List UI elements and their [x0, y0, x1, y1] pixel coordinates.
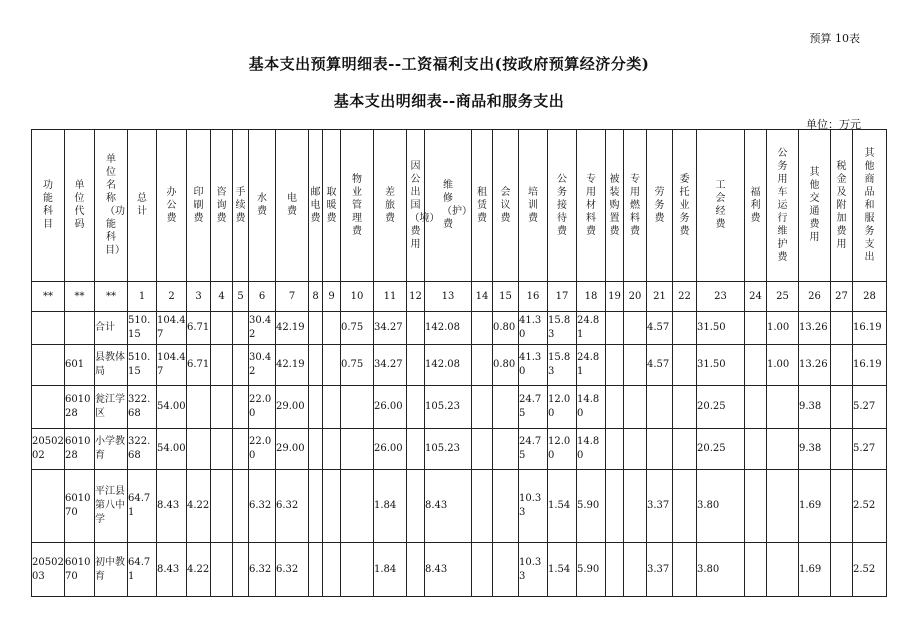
table-cell: 54.00: [157, 429, 187, 470]
table-cell: 22.00: [249, 386, 276, 429]
table-cell: [309, 312, 323, 345]
table-cell: 1.00: [767, 345, 799, 386]
table-cell: 5.27: [853, 429, 887, 470]
table-cell: [211, 345, 233, 386]
table-cell: [211, 312, 233, 345]
column-index-cell: 9: [323, 282, 341, 312]
column-header: [548, 130, 577, 282]
table-row: [32, 429, 887, 470]
table-cell: [647, 429, 673, 470]
column-header-label: 水费: [257, 193, 267, 217]
table-cell: 瓮江学区: [95, 386, 128, 429]
column-header: [606, 130, 624, 282]
table-cell: [647, 386, 673, 429]
table-cell: 3.37: [647, 470, 673, 543]
table-cell: [65, 312, 95, 345]
table-cell: [606, 312, 624, 345]
table-cell: 142.08: [425, 345, 472, 386]
table-cell: [32, 470, 65, 543]
table-cell: [624, 543, 647, 597]
column-header-label: 物业管理费: [352, 173, 362, 237]
table-cell: 12.00: [548, 386, 577, 429]
column-index-cell: 24: [745, 282, 767, 312]
table-cell: 10.33: [519, 470, 548, 543]
table-cell: [407, 429, 425, 470]
table-cell: [673, 312, 697, 345]
column-header: [745, 130, 767, 282]
column-header: [128, 130, 157, 282]
column-index-cell: 28: [853, 282, 887, 312]
column-index-cell: 25: [767, 282, 799, 312]
table-cell: [831, 543, 853, 597]
table-cell: [341, 386, 374, 429]
table-cell: 54.00: [157, 386, 187, 429]
table-cell: 31.50: [697, 345, 745, 386]
table-cell: 142.08: [425, 312, 472, 345]
table-cell: 105.23: [425, 429, 472, 470]
column-header: [799, 130, 831, 282]
column-index-cell: 15: [493, 282, 519, 312]
table-cell: [472, 386, 493, 429]
column-header: [276, 130, 309, 282]
column-index-cell: 19: [606, 282, 624, 312]
table-cell: [472, 429, 493, 470]
table-cell: [624, 386, 647, 429]
table-cell: 合计: [95, 312, 128, 345]
column-header-label: 其他交通费用: [809, 167, 820, 243]
document-label: 预算 10表: [809, 32, 860, 45]
table-cell: 30.42: [249, 345, 276, 386]
table-cell: [606, 543, 624, 597]
table-cell: 15.83: [548, 345, 577, 386]
table-cell: 5.90: [577, 470, 606, 543]
table-cell: [767, 543, 799, 597]
table-cell: 322.68: [128, 386, 157, 429]
column-header-label: 维修（护）费: [442, 180, 472, 230]
table-cell: 16.19: [853, 312, 887, 345]
column-index-cell: 14: [472, 282, 493, 312]
table-cell: 601028: [65, 386, 95, 429]
column-header-label: 会议费: [500, 186, 511, 224]
column-header: [767, 130, 799, 282]
column-index-row: [32, 282, 887, 312]
table-cell: 5.90: [577, 543, 606, 597]
table-cell: [767, 386, 799, 429]
table-cell: [493, 543, 519, 597]
column-header: [95, 130, 128, 282]
table-cell: 64.71: [128, 543, 157, 597]
column-header: [187, 130, 211, 282]
table-cell: [493, 429, 519, 470]
table-cell: 30.42: [249, 312, 276, 345]
column-index-cell: 12: [407, 282, 425, 312]
column-header: [341, 130, 374, 282]
column-header-label: 邮电费: [310, 186, 321, 224]
table-cell: 6.71: [187, 345, 211, 386]
column-header-label: 专用燃料费: [630, 173, 640, 237]
column-index-cell: **: [95, 282, 128, 312]
column-index-cell: 1: [128, 282, 157, 312]
table-cell: 4.22: [187, 543, 211, 597]
table-cell: [831, 312, 853, 345]
table-cell: [407, 312, 425, 345]
column-header-label: 单位代码: [74, 180, 85, 230]
table-cell: [309, 386, 323, 429]
table-cell: [831, 386, 853, 429]
table-cell: [624, 345, 647, 386]
column-index-cell: 7: [276, 282, 309, 312]
table-cell: [745, 312, 767, 345]
table-cell: 9.38: [799, 429, 831, 470]
table-cell: [309, 429, 323, 470]
column-header-label: 单位名称（功能科目）: [105, 154, 125, 256]
table-cell: 104.47: [157, 345, 187, 386]
column-index-cell: 3: [187, 282, 211, 312]
column-header: [309, 130, 323, 282]
table-cell: 8.43: [157, 543, 187, 597]
column-header-label: 专用材料费: [586, 173, 596, 237]
column-index-cell: 17: [548, 282, 577, 312]
table-cell: 初中教育: [95, 543, 128, 597]
table-cell: 601070: [65, 470, 95, 543]
column-header: [249, 130, 276, 282]
column-header: [697, 130, 745, 282]
table-cell: 41.30: [519, 345, 548, 386]
table-cell: 1.84: [374, 543, 407, 597]
table-cell: 6.32: [276, 543, 309, 597]
table-cell: [624, 470, 647, 543]
table-cell: [606, 429, 624, 470]
table-cell: 13.26: [799, 312, 831, 345]
table-cell: [673, 345, 697, 386]
table-cell: 510.15: [128, 345, 157, 386]
table-cell: 12.00: [548, 429, 577, 470]
table-cell: [323, 345, 341, 386]
table-cell: 322.68: [128, 429, 157, 470]
table-cell: 3.80: [697, 543, 745, 597]
column-header-label: 取暖费: [326, 186, 337, 224]
table-cell: 6.32: [276, 470, 309, 543]
table-cell: 105.23: [425, 386, 472, 429]
table-cell: [341, 429, 374, 470]
table-row: [32, 345, 887, 386]
table-cell: [767, 429, 799, 470]
column-header: [32, 130, 65, 282]
table-cell: [606, 386, 624, 429]
column-header: [519, 130, 548, 282]
column-header: [425, 130, 472, 282]
main-title: 基本支出预算明细表--工资福利支出(按政府预算经济分类): [248, 55, 650, 73]
column-header: [374, 130, 407, 282]
table-cell: 3.80: [697, 470, 745, 543]
column-header: [472, 130, 493, 282]
table-cell: [745, 429, 767, 470]
table-cell: 1.54: [548, 470, 577, 543]
column-index-cell: **: [65, 282, 95, 312]
column-header-label: 总计: [137, 193, 147, 217]
table-cell: [472, 345, 493, 386]
budget-table: [31, 129, 887, 597]
unit-label: 单位：万元: [806, 118, 861, 131]
table-cell: 1.69: [799, 543, 831, 597]
column-header-label: 印刷费: [193, 186, 204, 224]
table-cell: [233, 345, 249, 386]
table-cell: 2050202: [32, 429, 65, 470]
column-header-label: 被装购置费: [609, 173, 620, 237]
table-cell: [745, 386, 767, 429]
table-cell: 2.52: [853, 470, 887, 543]
table-cell: [323, 312, 341, 345]
table-cell: [233, 429, 249, 470]
table-cell: [233, 470, 249, 543]
table-cell: [211, 386, 233, 429]
table-cell: [187, 429, 211, 470]
column-header: [853, 130, 887, 282]
table-cell: 34.27: [374, 312, 407, 345]
table-cell: [32, 312, 65, 345]
header-row: [32, 130, 887, 282]
table-cell: [323, 470, 341, 543]
column-index-cell: 11: [374, 282, 407, 312]
column-index-cell: 6: [249, 282, 276, 312]
table-row: [32, 543, 887, 597]
table-cell: [493, 470, 519, 543]
table-cell: 8.43: [425, 543, 472, 597]
table-cell: 29.00: [276, 429, 309, 470]
table-cell: [831, 470, 853, 543]
sub-title: 基本支出明细表--商品和服务支出: [333, 92, 565, 110]
table-cell: 10.33: [519, 543, 548, 597]
table-cell: [211, 543, 233, 597]
column-index-cell: 5: [233, 282, 249, 312]
table-cell: 41.30: [519, 312, 548, 345]
table-cell: [673, 470, 697, 543]
table-cell: 601: [65, 345, 95, 386]
table-cell: [323, 543, 341, 597]
table-cell: 29.00: [276, 386, 309, 429]
column-index-cell: 26: [799, 282, 831, 312]
table-row: [32, 312, 887, 345]
column-header-label: 因公出国（境）费用: [409, 160, 440, 250]
table-cell: 26.00: [374, 429, 407, 470]
table-cell: 0.75: [341, 312, 374, 345]
table-cell: [407, 470, 425, 543]
column-header: [493, 130, 519, 282]
column-index-cell: 20: [624, 282, 647, 312]
column-header-label: 其他商品和服务支出: [864, 147, 875, 263]
column-header: [233, 130, 249, 282]
table-cell: [472, 312, 493, 345]
column-index-cell: **: [32, 282, 65, 312]
table-cell: 2050203: [32, 543, 65, 597]
table-cell: [493, 386, 519, 429]
table-cell: [673, 386, 697, 429]
column-index-cell: 16: [519, 282, 548, 312]
column-index-cell: 21: [647, 282, 673, 312]
table-cell: 20.25: [697, 386, 745, 429]
column-header: [577, 130, 606, 282]
table-cell: 601070: [65, 543, 95, 597]
table-cell: 24.81: [577, 312, 606, 345]
table-cell: 2.52: [853, 543, 887, 597]
table-cell: 104.47: [157, 312, 187, 345]
column-header: [673, 130, 697, 282]
table-cell: 1.00: [767, 312, 799, 345]
column-header: [211, 130, 233, 282]
table-cell: [309, 470, 323, 543]
column-header: [157, 130, 187, 282]
table-cell: 42.19: [276, 312, 309, 345]
table-cell: [745, 470, 767, 543]
column-header-label: 办公费: [166, 186, 177, 224]
table-cell: [341, 470, 374, 543]
table-cell: 20.25: [697, 429, 745, 470]
column-header-label: 咨询费: [216, 186, 227, 224]
column-header: [647, 130, 673, 282]
table-cell: [187, 386, 211, 429]
table-cell: [341, 543, 374, 597]
table-cell: 13.26: [799, 345, 831, 386]
table-cell: 6.71: [187, 312, 211, 345]
table-cell: 4.22: [187, 470, 211, 543]
table-cell: 16.19: [853, 345, 887, 386]
table-cell: 24.75: [519, 386, 548, 429]
table-cell: 0.80: [493, 345, 519, 386]
table-cell: [606, 470, 624, 543]
column-header-label: 公务用车运行维护费: [777, 147, 788, 263]
table-cell: 1.84: [374, 470, 407, 543]
table-cell: 6.32: [249, 543, 276, 597]
table-cell: 64.71: [128, 470, 157, 543]
table-cell: 6.32: [249, 470, 276, 543]
table-cell: [745, 345, 767, 386]
table-cell: 15.83: [548, 312, 577, 345]
table-cell: 4.57: [647, 312, 673, 345]
table-cell: 24.75: [519, 429, 548, 470]
column-header-label: 福利费: [750, 186, 761, 224]
table-cell: [407, 345, 425, 386]
table-cell: 24.81: [577, 345, 606, 386]
table-cell: 31.50: [697, 312, 745, 345]
table-row: [32, 386, 887, 429]
column-header-label: 税金及附加费用: [836, 160, 847, 250]
table-cell: [606, 345, 624, 386]
column-index-cell: 10: [341, 282, 374, 312]
column-header-label: 公务接待费: [557, 173, 567, 237]
column-header-label: 功能科目: [43, 180, 53, 230]
column-header-label: 工会经费: [715, 180, 726, 230]
column-index-cell: 2: [157, 282, 187, 312]
table-cell: 22.00: [249, 429, 276, 470]
table-cell: 8.43: [425, 470, 472, 543]
table-cell: [745, 543, 767, 597]
table-cell: 平江县第八中学: [95, 470, 128, 543]
table-cell: [624, 312, 647, 345]
table-cell: [831, 429, 853, 470]
table-cell: 8.43: [157, 470, 187, 543]
table-cell: [32, 386, 65, 429]
table-cell: [767, 470, 799, 543]
table-cell: 0.75: [341, 345, 374, 386]
table-cell: [407, 543, 425, 597]
table-cell: 9.38: [799, 386, 831, 429]
table-cell: [673, 429, 697, 470]
table-cell: [407, 386, 425, 429]
column-index-cell: 23: [697, 282, 745, 312]
table-cell: 5.27: [853, 386, 887, 429]
column-header: [323, 130, 341, 282]
column-header-label: 委托业务费: [679, 173, 690, 237]
column-header: [65, 130, 95, 282]
table-cell: 510.15: [128, 312, 157, 345]
column-header-label: 手续费: [235, 186, 246, 224]
column-index-cell: 13: [425, 282, 472, 312]
table-row: [32, 470, 887, 543]
table-cell: 0.80: [493, 312, 519, 345]
table-cell: [309, 345, 323, 386]
table-cell: [472, 543, 493, 597]
column-header-label: 电费: [287, 193, 297, 217]
table-cell: [472, 470, 493, 543]
table-cell: 1.69: [799, 470, 831, 543]
column-header: [831, 130, 853, 282]
table-cell: [211, 429, 233, 470]
table-cell: [323, 386, 341, 429]
table-cell: 县教体局: [95, 345, 128, 386]
table-cell: 42.19: [276, 345, 309, 386]
table-cell: 34.27: [374, 345, 407, 386]
column-header-label: 劳务费: [654, 186, 665, 224]
table-cell: 14.80: [577, 429, 606, 470]
table-cell: 14.80: [577, 386, 606, 429]
column-header-label: 差旅费: [385, 186, 395, 224]
table-cell: [831, 345, 853, 386]
table-cell: 3.37: [647, 543, 673, 597]
table-cell: [233, 312, 249, 345]
table-cell: [32, 345, 65, 386]
table-cell: [309, 543, 323, 597]
table-cell: [673, 543, 697, 597]
column-index-cell: 4: [211, 282, 233, 312]
table-cell: 601028: [65, 429, 95, 470]
table-cell: [624, 429, 647, 470]
column-index-cell: 18: [577, 282, 606, 312]
column-header: [624, 130, 647, 282]
table-cell: 1.54: [548, 543, 577, 597]
column-index-cell: 27: [831, 282, 853, 312]
table-cell: 4.57: [647, 345, 673, 386]
table-cell: 26.00: [374, 386, 407, 429]
table-cell: [211, 470, 233, 543]
column-index-cell: 22: [673, 282, 697, 312]
column-header-label: 培训费: [528, 186, 538, 224]
column-header-label: 租赁费: [477, 186, 487, 224]
column-header: [407, 130, 440, 282]
column-index-cell: 8: [309, 282, 323, 312]
table-cell: 小学教育: [95, 429, 128, 470]
table-cell: [323, 429, 341, 470]
table-cell: [233, 543, 249, 597]
table-cell: [233, 386, 249, 429]
